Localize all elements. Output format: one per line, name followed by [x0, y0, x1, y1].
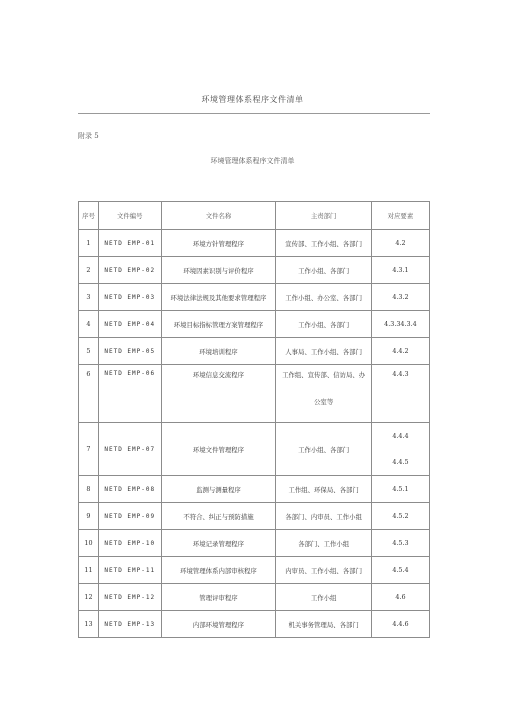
row-department: 各部门、工作小组: [276, 530, 372, 557]
row-file-code: NETD EMP-05: [98, 338, 161, 365]
row-requirement: 4.3.1: [371, 257, 429, 284]
row-requirement: 4.4.3: [371, 365, 429, 423]
table-row: [79, 530, 430, 557]
row-file-code: NETD EMP-04: [98, 311, 161, 338]
row-department: 机关事务管理局、各部门: [276, 611, 372, 638]
row-requirement: 4.2: [371, 230, 429, 257]
row-file-name: 内部环境管理程序: [161, 611, 276, 638]
row-department: 工作组、环保局、各部门: [276, 476, 372, 503]
row-department: 工作小组: [276, 584, 372, 611]
row-number: 3: [79, 284, 99, 311]
table-row: [79, 503, 430, 530]
row-department: 内审员、工作小组、各部门: [276, 557, 372, 584]
row-department: 工作小组、各部门: [276, 257, 372, 284]
header-department: 主责部门: [276, 202, 372, 230]
header-requirement: 对应要素: [371, 202, 429, 230]
row-number: 13: [79, 611, 99, 638]
requirement-line-1: 4.4.4: [392, 432, 409, 440]
header-file-code: 文件编号: [98, 202, 161, 230]
table-row: [79, 338, 430, 365]
table-row: [79, 584, 430, 611]
row-requirement: 4.5.1: [371, 476, 429, 503]
row-file-name: 环境法律法规及其他要求管理程序: [161, 284, 276, 311]
row-number: 10: [79, 530, 99, 557]
appendix-label: 附录 5: [78, 132, 99, 140]
row-number: 1: [79, 230, 99, 257]
row-file-code: NETD EMP-13: [98, 611, 161, 638]
row-file-name: 管理评审程序: [161, 584, 276, 611]
department-line-2: 公室等: [314, 398, 334, 406]
row-number: 8: [79, 476, 99, 503]
procedure-file-table: [78, 201, 430, 638]
row-file-name: 环境记录管理程序: [161, 530, 276, 557]
row-file-code: NETD EMP-02: [98, 257, 161, 284]
row-requirement: [371, 423, 429, 476]
row-number: 9: [79, 503, 99, 530]
row-file-code: NETD EMP-11: [98, 557, 161, 584]
row-department: 人事局、工作小组、各部门: [276, 338, 372, 365]
row-number: 12: [79, 584, 99, 611]
row-department: 工作小组、办公室、各部门: [276, 284, 372, 311]
row-file-name: 环境方针管理程序: [161, 230, 276, 257]
row-requirement: 4.5.2: [371, 503, 429, 530]
header-number: 序号: [79, 202, 99, 230]
table-row: [79, 284, 430, 311]
row-file-name: 环境培训程序: [161, 338, 276, 365]
row-file-name: 监测与测量程序: [161, 476, 276, 503]
row-file-code: NETD EMP-01: [98, 230, 161, 257]
table-row: [79, 476, 430, 503]
requirement-line-2: 4.4.5: [392, 458, 409, 466]
row-requirement: 4.4.6: [371, 611, 429, 638]
row-department: 宣传部、工作小组、各部门: [276, 230, 372, 257]
row-department: 各部门、内审员、工作小组: [276, 503, 372, 530]
table-row: [79, 423, 430, 476]
row-number: 6: [79, 365, 99, 423]
row-department: 工作小组、各部门: [276, 423, 372, 476]
table-row: [79, 611, 430, 638]
row-department: [276, 365, 372, 423]
row-file-name: 不符合、纠正与预防措施: [161, 503, 276, 530]
row-number: 7: [79, 423, 99, 476]
row-file-name: 环境管理体系内部审核程序: [161, 557, 276, 584]
row-requirement: 4.6: [371, 584, 429, 611]
row-requirement: 4.5.4: [371, 557, 429, 584]
row-file-code: NETD EMP-06: [98, 365, 161, 423]
row-file-code: NETD EMP-08: [98, 476, 161, 503]
table-row: [79, 365, 430, 423]
row-file-name: 环境文件管理程序: [161, 423, 276, 476]
document-title: 环境管理体系程序文件清单: [201, 95, 304, 104]
row-requirement: 4.3.34.3.4: [371, 311, 429, 338]
row-file-code: NETD EMP-09: [98, 503, 161, 530]
row-file-name: 环境因素识别与评价程序: [161, 257, 276, 284]
table-row: [79, 557, 430, 584]
row-number: 2: [79, 257, 99, 284]
row-file-code: NETD EMP-07: [98, 423, 161, 476]
table-row: [79, 311, 430, 338]
row-requirement: 4.4.2: [371, 338, 429, 365]
title-divider: [78, 113, 430, 114]
row-file-code: NETD EMP-12: [98, 584, 161, 611]
table-row: [79, 230, 430, 257]
row-department: 工作小组、各部门: [276, 311, 372, 338]
header-file-name: 文件名称: [161, 202, 276, 230]
table-title: 环境管理体系程序文件清单: [210, 157, 295, 165]
row-requirement: 4.3.2: [371, 284, 429, 311]
department-line-1: 工作组、宣传部、信访局、办: [282, 371, 366, 379]
row-file-code: NETD EMP-10: [98, 530, 161, 557]
table-header-row: [79, 202, 430, 230]
row-requirement: 4.5.3: [371, 530, 429, 557]
row-file-code: NETD EMP-03: [98, 284, 161, 311]
row-number: 11: [79, 557, 99, 584]
table-row: [79, 257, 430, 284]
row-number: 5: [79, 338, 99, 365]
row-file-name: 环境目标指标管理方案管理程序: [161, 311, 276, 338]
row-file-name: 环境信息交流程序: [161, 365, 276, 423]
row-number: 4: [79, 311, 99, 338]
